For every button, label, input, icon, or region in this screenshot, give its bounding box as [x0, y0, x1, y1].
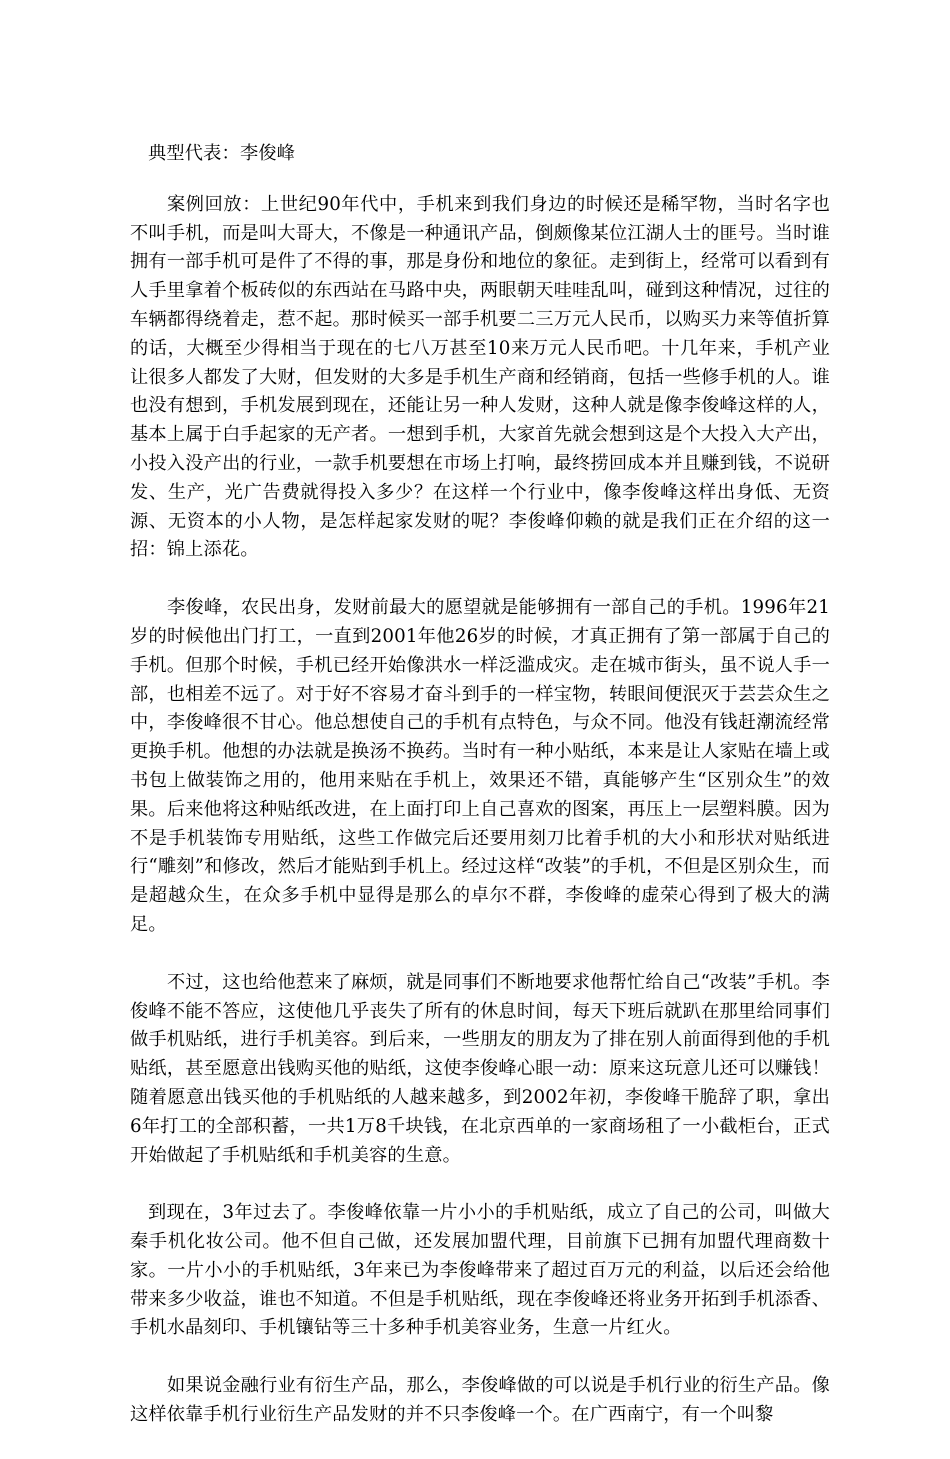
paragraph-background: 李俊峰，农民出身，发财前最大的愿望就是能够拥有一部自己的手机。1996年21岁的时候他出门打工，一直到2001年他26岁的时候，才真正拥有了第一部属于自己的手机。但那个时候，手机已经开始像洪水一样泛滥成灾。走在城市街头，虽不说人手一部，也相差不远了。对于好不容易才奋斗到手的一样宝物，转眼间便泯灭于芸芸众生之中，李俊峰很不甘心。他总想使自己的手机有点特色，与众不同。他没有钱赶潮流经常更换手机。他想的办法就是换汤不换药。当时有一种小贴纸，本来是让人家贴在墙上或书包上做装饰之用的，他用来贴在手机上，效果还不错，真能够产生“区别众生”的效果。后来他将这种贴纸改进，在上面打印上自己喜欢的图案，再压上一层塑料膜。因为不是手机装饰专用贴纸，这些工作做完后还要用刻刀比着手机的大小和形状对贴纸进行“雕刻”和修改，然后才能贴到手机上。经过这样“改装”的手机，不但是区别众生，而是超越众生，在众多手机中显得是那么的卓尔不群，李俊峰的虚荣心得到了极大的满足。 — [130, 597, 830, 935]
document-body — [130, 140, 830, 1459]
paragraph-case-review: 案例回放：上世纪90年代中，手机来到我们身边的时候还是稀罕物，当时名字也不叫手机，而是叫大哥大，不像是一种通讯产品，倒颇像某位江湖人士的匪号。当时谁拥有一部手机可是件了不得的事，那是身份和地位的象征。走到街上，经常可以看到有人手里拿着个板砖似的东西站在马路中央，两眼朝天哇哇乱叫，碰到这种情况，过往的车辆都得绕着走，惹不起。那时候买一部手机要二三万元人民币，以购买力来等值折算的话，大概至少得相当于现在的七八万甚至10来万元人民币吧。十几年来，手机产业让很多人都发了大财，但发财的大多是手机生产商和经销商，包括一些修手机的人。谁也没有想到，手机发展到现在，还能让另一种人发财，这种人就是像李俊峰这样的人，基本上属于白手起家的无产者。一想到手机，大家首先就会想到这是个大投入大产出，小投入没产出的行业，一款手机要想在市场上打响，最终捞回成本并且赚到钱，不说研发、生产，光广告费就得投入多少？在这样一个行业中，像李俊峰这样出身低、无资源、无资本的小人物，是怎样起家发财的呢？李俊峰仰赖的就是我们正在介绍的这一招：锦上添花。 — [130, 193, 830, 561]
paragraph-derivative-products: 如果说金融行业有衍生产品，那么，李俊峰做的可以说是手机行业的衍生产品。像这样依靠手机行业衍生产品发财的并不只李俊峰一个。在广西南宁，有一个叫黎 — [130, 1375, 830, 1426]
paragraph-current-status: 到现在，3年过去了。李俊峰依靠一片小小的手机贴纸，成立了自己的公司，叫做大秦手机化妆公司。他不但自己做，还发展加盟代理，目前旗下已拥有加盟代理商数十家。一片小小的手机贴纸，3年来已为李俊峰带来了超过百万元的利益，以后还会给他带来多少收益，谁也不知道。不但是手机贴纸，现在李俊峰还将业务开拓到手机添香、手机水晶刻印、手机镶钻等三十多种手机美容业务，生意一片红火。 — [130, 1202, 830, 1339]
paragraph-business-start: 不过，这也给他惹来了麻烦，就是同事们不断地要求他帮忙给自己“改装”手机。李俊峰不能不答应，这使他几乎丧失了所有的休息时间，每天下班后就趴在那里给同事们做手机贴纸，进行手机美容。到后来，一些朋友的朋友为了排在别人前面得到他的手机贴纸，甚至愿意出钱购买他的贴纸，这使李俊峰心眼一动：原来这玩意儿还可以赚钱！随着愿意出钱买他的手机贴纸的人越来越多，到2002年初，李俊峰干脆辞了职，拿出6年打工的全部积蓄，一共1万8千块钱，在北京西单的一家商场租了一小截柜台，正式开始做起了手机贴纸和手机美容的生意。 — [130, 971, 830, 1166]
section-heading: 典型代表：李俊峰 — [148, 143, 296, 164]
